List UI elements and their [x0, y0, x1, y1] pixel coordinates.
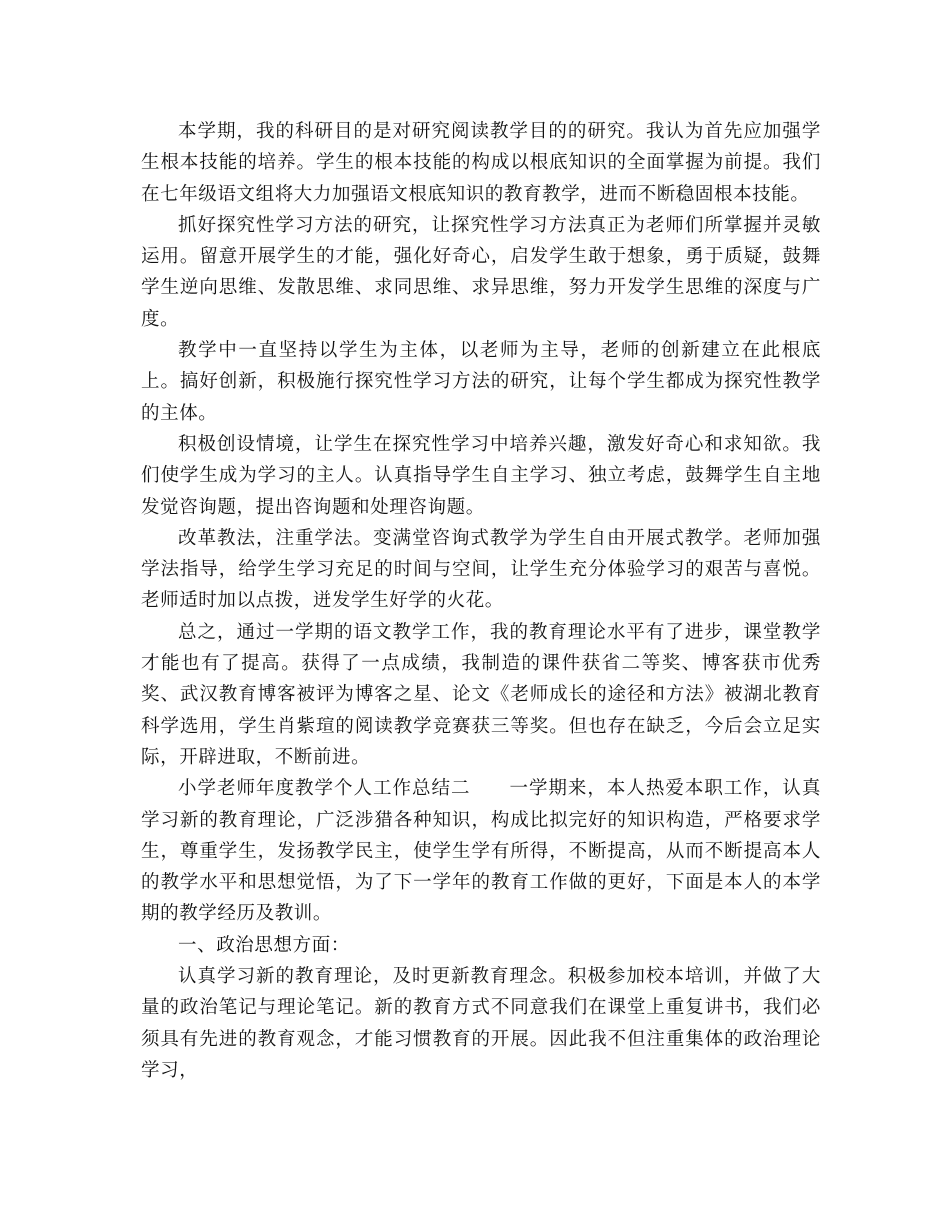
paragraph-research-goal: 本学期，我的科研目的是对研究阅读教学目的的研究。我认为首先应加强学生根本技能的培养。学生的根本技能的构成以根底知识的全面掌握为前提。我们在七年级语文组将大力加强语文根底知识的教育教学，进而不断稳固根本技能。 [141, 121, 821, 205]
paragraph-inquiry-method: 抓好探究性学习方法的研究，让探究性学习方法真正为老师们所掌握并灵敏运用。留意开展学生的才能，强化好奇心，启发学生敢于想象，勇于质疑，鼓舞学生逆向思维、发散思维、求同思维、求异思维，努力开发学生思维的深度与广度。 [141, 214, 821, 330]
paragraph-student-subject: 教学中一直坚持以学生为主体，以老师为主导，老师的创新建立在此根底上。搞好创新，积极施行探究性学习方法的研究，让每个学生都成为探究性教学的主体。 [141, 340, 821, 424]
section-heading-political: 一、政治思想方面： [178, 934, 350, 956]
paragraph-reform-teaching: 改革教法，注重学法。变满堂咨询式教学为学生自由开展式教学。老师加强学法指导，给学生学习充足的时间与空间，让学生充分体验学习的艰苦与喜悦。老师适时加以点拨，迸发学生好学的火花。 [141, 527, 821, 612]
paragraph-summary: 总之，通过一学期的语文教学工作，我的教育理论水平有了进步，课堂教学才能也有了提高。获得了一点成绩，我制造的课件获省二等奖、博客获市优秀奖、武汉教育博客被评为博客之星、论文《老师成长的途径和方法》被湖北教育科学选用，学生肖紫瑄的阅读教学竞赛获三等奖。但也存在缺乏，今后会立足实际，开辟进取，不断前进。 [141, 621, 821, 768]
paragraph-create-situation: 积极创设情境，让学生在探究性学习中培养兴趣，激发好奇心和求知欲。我们使学生成为学习的主人。认真指导学生自主学习、独立考虑，鼓舞学生自主地发觉咨询题，提出咨询题和处理咨询题。 [141, 433, 821, 518]
document-body [141, 116, 821, 1086]
paragraph-political-study: 认真学习新的教育理论，及时更新教育理念。积极参加校本培训，并做了大量的政治笔记与理论笔记。新的教育方式不同意我们在课堂上重复讲书，我们必须具有先进的教育观念，才能习惯教育的开展。因此我不但注重集体的政治理论学习， [141, 966, 821, 1081]
paragraph-summary-two: 小学老师年度教学个人工作总结二 一学期来，本人热爱本职工作，认真学习新的教育理论，广泛涉猎各种知识，构成比拟完好的知识构造，严格要求学生，尊重学生，发扬教学民主，使学生学有所得，不断提高，从而不断提高本人的教学水平和思想觉悟，为了下一学年的教育工作做的更好，下面是本人的本学期的教学经历及教训。 [141, 778, 821, 925]
